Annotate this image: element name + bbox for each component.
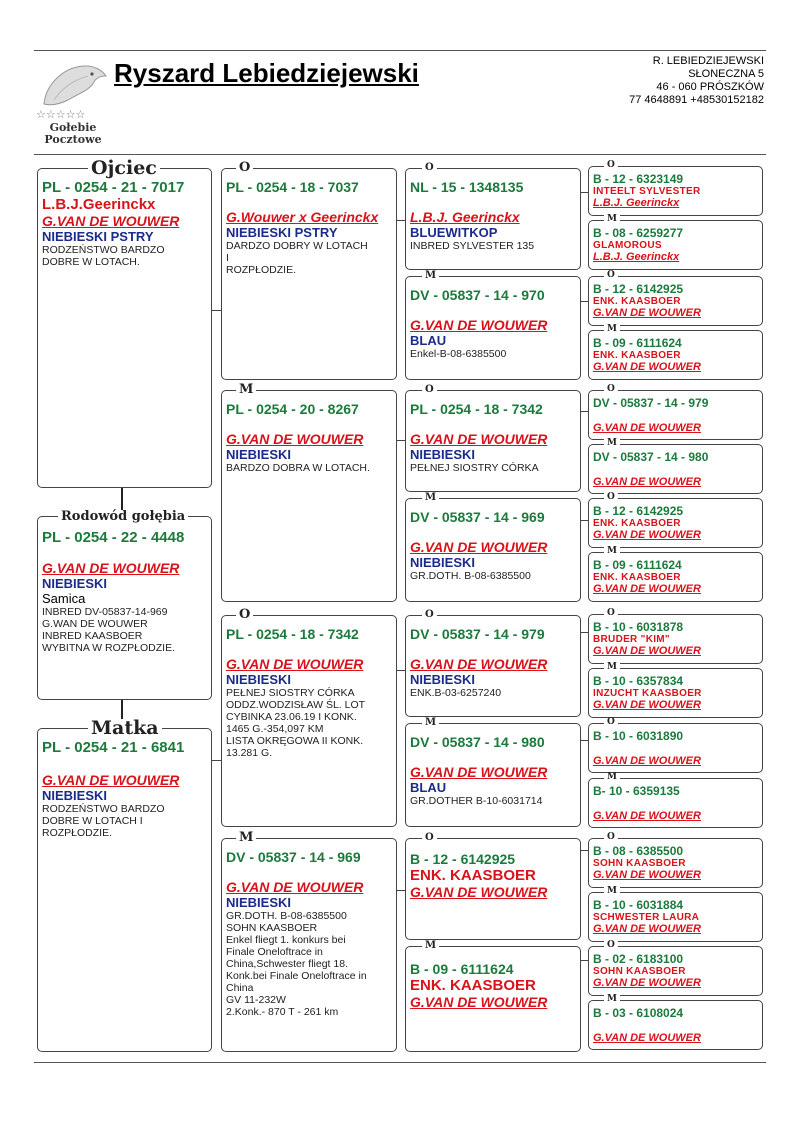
pigeon-color: NIEBIESKI: [410, 555, 476, 570]
sire-label: O: [422, 833, 437, 843]
breeder-name: G.VAN DE WOUWER: [593, 361, 701, 373]
sire-label: O: [604, 941, 618, 950]
pigeon-name: INZUCHT KAASBOER: [593, 688, 702, 699]
connector-line: [580, 632, 588, 633]
ring-number: B - 03 - 6108024: [593, 1006, 684, 1020]
breeder-name: G.VAN DE WOUWER: [42, 560, 180, 576]
ring-number: B - 09 - 6111624: [593, 336, 682, 350]
ancestor-card[interactable]: [588, 946, 763, 996]
dam-label: M: [422, 718, 439, 728]
address-line: 77 4648891 +48530152182: [629, 94, 764, 106]
pigeon-name: INTEELT SYLVESTER: [593, 186, 701, 197]
pigeon-note: Enkel-B-08-6385500: [410, 348, 507, 360]
connector-line: [211, 760, 221, 761]
pigeon-note: Enkel fliegt 1. konkurs bei: [226, 934, 346, 946]
sire-label: O: [604, 385, 618, 394]
sire-label: O: [604, 161, 618, 170]
pigeon-note: RODZEŃSTWO BARDZO: [42, 244, 165, 256]
pigeon-color: NIEBIESKI PSTRY: [42, 229, 154, 244]
connector-line: [580, 740, 588, 741]
ring-number: B - 08 - 6259277: [593, 226, 684, 240]
great-grandparent-card[interactable]: [405, 723, 581, 827]
pigeon-note: China: [226, 982, 254, 994]
pigeon-note: RODZEŃSTWO BARDZO: [42, 803, 165, 815]
dam-label: M: [422, 271, 439, 281]
breeder-name: G.VAN DE WOUWER: [226, 656, 364, 672]
mother-label: Matka: [88, 719, 162, 738]
ancestor-card[interactable]: [588, 668, 763, 718]
sire-label: O: [422, 385, 437, 395]
pigeon-note: CYBINKA 23.06.19 I KONK.: [226, 711, 357, 723]
breeder-name: G.VAN DE WOUWER: [593, 699, 701, 711]
pigeon-name: ENK. KAASBOER: [593, 296, 681, 307]
dam-label: M: [604, 547, 620, 556]
connector-line: [580, 960, 588, 961]
great-grandparent-card[interactable]: [405, 168, 581, 270]
pigeon-color: NIEBIESKI: [410, 447, 476, 462]
pigeon-note: Konk.bei Finale Oneloftrace in: [226, 970, 367, 982]
pigeon-color: NIEBIESKI: [42, 576, 108, 591]
breeder-name: G.VAN DE WOUWER: [42, 772, 180, 788]
breeder-name: G.VAN DE WOUWER: [593, 476, 701, 488]
ring-number: PL - 0254 - 18 - 7037: [226, 179, 359, 195]
ring-number: B - 12 - 6142925: [593, 504, 684, 518]
pigeon-note: BARDZO DOBRA W LOTACH.: [226, 462, 370, 474]
pigeon-note: INBRED SYLVESTER 135: [410, 240, 535, 252]
sire-label: O: [422, 610, 437, 620]
pigeon-color: NIEBIESKI: [226, 672, 292, 687]
breeder-name: G.VAN DE WOUWER: [593, 645, 701, 657]
pigeon-note: 2.Konk.- 870 T - 261 km: [226, 1006, 339, 1018]
logo-caption: [38, 122, 108, 146]
pigeon-name: ENK. KAASBOER: [593, 572, 681, 583]
pigeon-name: BRUDER "KIM": [593, 634, 670, 645]
connector-line: [580, 850, 588, 851]
sire-label: O: [604, 493, 618, 502]
ring-number: B - 08 - 6385500: [593, 844, 684, 858]
ancestor-card[interactable]: [588, 892, 763, 942]
owner-address: [629, 55, 764, 107]
pigeon-name: GLAMOROUS: [593, 240, 662, 251]
ring-number: DV - 05837 - 14 - 980: [410, 734, 545, 750]
breeder-name: G.VAN DE WOUWER: [593, 755, 701, 767]
breeder-name: G.VAN DE WOUWER: [226, 431, 364, 447]
pigeon-name: SOHN KAASBOER: [593, 858, 686, 869]
pigeon-note: Finale Oneloftrace in: [226, 946, 323, 958]
ring-number: PL - 0254 - 18 - 7342: [410, 401, 543, 417]
ring-number: DV - 05837 - 14 - 979: [410, 626, 545, 642]
pigeon-note: GR.DOTH. B-08-6385500: [226, 910, 347, 922]
ring-number: PL - 0254 - 22 - 4448: [42, 529, 185, 546]
pigeon-name: L.B.J.Geerinckx: [42, 196, 156, 213]
great-grandparent-card[interactable]: [405, 276, 581, 380]
breeder-name: G.VAN DE WOUWER: [593, 307, 701, 319]
sire-label: O: [604, 833, 618, 842]
breeder-name: G.VAN DE WOUWER: [593, 1032, 701, 1044]
ring-number: DV - 05837 - 14 - 969: [410, 509, 545, 525]
pigeon-name: ENK. KAASBOER: [593, 518, 681, 529]
pigeon-note: LISTA OKRĘGOWA II KONK.: [226, 735, 364, 747]
father-card[interactable]: [37, 168, 212, 488]
ring-number: PL - 0254 - 21 - 7017: [42, 179, 185, 196]
dam-label: M: [604, 995, 620, 1004]
ancestor-card[interactable]: [588, 1000, 763, 1050]
pigeon-note: PEŁNEJ SIOSTRY CÓRKA: [410, 462, 539, 474]
ring-number: DV - 05837 - 14 - 970: [410, 287, 545, 303]
connector-line: [580, 520, 588, 521]
pigeon-color: NIEBIESKI: [42, 788, 108, 803]
breeder-name: G.VAN DE WOUWER: [593, 422, 701, 434]
ring-number: PL - 0254 - 21 - 6841: [42, 739, 185, 756]
pigeon-sex: Samica: [42, 591, 86, 606]
pigeon-name: SCHWESTER LAURA: [593, 912, 700, 923]
pigeon-note: China,Schwester fliegt 18.: [226, 958, 348, 970]
breeder-name: G.VAN DE WOUWER: [226, 879, 364, 895]
ring-number: B - 12 - 6142925: [593, 282, 684, 296]
pigeon-color: NIEBIESKI: [226, 447, 292, 462]
sire-label: O: [604, 609, 618, 618]
subject-card[interactable]: [37, 516, 212, 700]
father-label: Ojciec: [88, 159, 160, 178]
breeder-name: G.VAN DE WOUWER: [593, 977, 701, 989]
subject-label: Rodowód gołębia: [58, 510, 188, 523]
dam-label: M: [236, 831, 256, 844]
breeder-name: G.VAN DE WOUWER: [593, 529, 701, 541]
pigeon-color: NIEBIESKI: [410, 672, 476, 687]
dam-label: M: [604, 887, 620, 896]
dam-label: M: [422, 493, 439, 503]
breeder-name: G.VAN DE WOUWER: [410, 656, 548, 672]
sire-label: O: [604, 718, 618, 727]
sire-label: O: [604, 271, 618, 280]
breeder-name: G.VAN DE WOUWER: [410, 764, 548, 780]
dam-label: M: [604, 325, 620, 334]
pigeon-name: ENK. KAASBOER: [410, 867, 536, 884]
pigeon-color: BLAU: [410, 780, 447, 795]
dam-label: M: [236, 383, 256, 396]
great-grandparent-card[interactable]: [405, 838, 581, 940]
grandparent-card[interactable]: [221, 838, 397, 1052]
pigeon-name: ENK. KAASBOER: [410, 977, 536, 994]
ancestor-card[interactable]: [588, 330, 763, 380]
ancestor-card[interactable]: [588, 166, 763, 216]
great-grandparent-card[interactable]: [405, 498, 581, 602]
pigeon-note: WYBITNA W ROZPŁODZIE.: [42, 642, 176, 654]
ring-number: NL - 15 - 1348135: [410, 179, 524, 195]
ancestor-card[interactable]: [588, 552, 763, 602]
ring-number: B - 09 - 6111624: [410, 961, 514, 977]
ring-number: B - 12 - 6323149: [593, 172, 684, 186]
ring-number: DV - 05837 - 14 - 980: [593, 450, 709, 464]
ring-number: DV - 05837 - 14 - 969: [226, 849, 361, 865]
pigeon-note: GR.DOTH. B-08-6385500: [410, 570, 531, 582]
pigeon-note: ENK.B-03-6257240: [410, 687, 502, 699]
ring-number: B - 10 - 6031890: [593, 729, 684, 743]
ancestor-card[interactable]: [588, 838, 763, 888]
breeder-name: G.VAN DE WOUWER: [593, 923, 701, 935]
sire-label: O: [236, 161, 253, 174]
ancestor-card[interactable]: [588, 723, 763, 773]
dam-label: M: [422, 941, 439, 951]
pigeon-note: GR.DOTHER B-10-6031714: [410, 795, 543, 807]
pigeon-note: DARDZO DOBRY W LOTACH: [226, 240, 368, 252]
top-rule: [34, 50, 766, 51]
pigeon-note: DOBRE W LOTACH I: [42, 815, 143, 827]
pigeon-note: GV 11-232W: [226, 994, 286, 1006]
breeder-name: G.VAN DE WOUWER: [410, 431, 548, 447]
ring-number: B - 02 - 6183100: [593, 952, 684, 966]
footer-rule: [34, 1062, 766, 1063]
pigeon-color: BLAU: [410, 333, 447, 348]
ancestor-card[interactable]: [588, 276, 763, 326]
ring-number: PL - 0254 - 20 - 8267: [226, 401, 359, 417]
ring-number: B - 12 - 6142925: [410, 851, 516, 867]
pigeon-color: NIEBIESKI PSTRY: [226, 225, 338, 240]
address-line: 46 - 060 PRÓSZKÓW: [656, 81, 764, 93]
ring-number: PL - 0254 - 18 - 7342: [226, 626, 359, 642]
breeder-name: G.VAN DE WOUWER: [410, 884, 548, 900]
breeder-name: G.Wouwer x Geerinckx: [226, 209, 379, 225]
dam-label: M: [604, 215, 620, 224]
pigeon-note: G.WAN DE WOUWER: [42, 618, 148, 630]
ancestor-card[interactable]: [588, 498, 763, 548]
pigeon-note: SOHN KAASBOER: [226, 922, 318, 934]
pigeon-note: ROZPŁODZIE.: [226, 264, 297, 276]
pigeon-note: INBRED DV-05837-14-969: [42, 606, 168, 618]
pigeon-note: DOBRE W LOTACH.: [42, 256, 140, 268]
grandparent-card[interactable]: [221, 390, 397, 602]
grandparent-card[interactable]: [221, 615, 397, 827]
ring-number: B - 10 - 6357834: [593, 674, 684, 688]
connector-line: [580, 411, 588, 412]
breeder-name: G.VAN DE WOUWER: [410, 539, 548, 555]
breeder-name: G.VAN DE WOUWER: [410, 317, 548, 333]
connector-line: [580, 192, 588, 193]
pigeon-note: PEŁNEJ SIOSTRY CÓRKA: [226, 687, 355, 699]
pigeon-note: ODDZ.WODZISŁAW ŚL. LOT: [226, 699, 366, 711]
mother-card[interactable]: [37, 728, 212, 1052]
ancestor-card[interactable]: [588, 778, 763, 828]
sire-label: O: [422, 163, 437, 173]
ancestor-card[interactable]: [588, 614, 763, 664]
header-rule: [34, 154, 766, 155]
grandparent-card[interactable]: [221, 168, 397, 380]
breeder-name: L.B.J. Geerinckx: [593, 251, 680, 263]
page-title: Ryszard Lebiedziejewski: [114, 58, 419, 88]
svg-text:☆☆☆☆☆: ☆☆☆☆☆: [36, 108, 86, 121]
sire-label: O: [236, 608, 253, 621]
breeder-name: G.VAN DE WOUWER: [593, 810, 701, 822]
pigeon-note: 1465 G.-354,097 KM: [226, 723, 324, 735]
ancestor-card[interactable]: [588, 220, 763, 270]
pigeon-color: BLUEWITKOP: [410, 225, 498, 240]
ring-number: B - 10 - 6031878: [593, 620, 684, 634]
address-line: R. LEBIEDZIEJEWSKI: [652, 55, 764, 67]
pigeon-note: INBRED KAASBOER: [42, 630, 143, 642]
address-line: SŁONECZNA 5: [688, 68, 764, 80]
breeder-name: L.B.J. Geerinckx: [593, 197, 680, 209]
ancestor-card[interactable]: [588, 390, 763, 440]
great-grandparent-card[interactable]: [405, 390, 581, 492]
dam-label: M: [604, 773, 620, 782]
ring-number: B- 10 - 6359135: [593, 784, 680, 798]
pigeon-note: ROZPŁODZIE.: [42, 827, 113, 839]
great-grandparent-card[interactable]: [405, 615, 581, 717]
breeder-name: G.VAN DE WOUWER: [410, 994, 548, 1010]
great-grandparent-card[interactable]: [405, 946, 581, 1052]
breeder-name: G.VAN DE WOUWER: [42, 213, 180, 229]
logo-line-2: Pocztowe: [44, 133, 102, 146]
ancestor-card[interactable]: [588, 444, 763, 494]
dam-label: M: [604, 439, 620, 448]
pigeon-note: I: [226, 252, 229, 264]
ring-number: B - 10 - 6031884: [593, 898, 684, 912]
ring-number: DV - 05837 - 14 - 979: [593, 396, 709, 410]
pigeon-name: ENK. KAASBOER: [593, 350, 681, 361]
breeder-name: G.VAN DE WOUWER: [593, 583, 701, 595]
connector-line: [211, 310, 221, 311]
logo-line-1: Gołebie: [49, 121, 97, 134]
breeder-name: G.VAN DE WOUWER: [593, 869, 701, 881]
dam-label: M: [604, 663, 620, 672]
pigeon-note: 13.281 G.: [226, 747, 273, 759]
connector-line: [580, 301, 588, 302]
pigeon-name: SOHN KAASBOER: [593, 966, 686, 977]
pigeon-color: NIEBIESKI: [226, 895, 292, 910]
breeder-name: L.B.J. Geerinckx: [410, 209, 520, 225]
ring-number: B - 09 - 6111624: [593, 558, 682, 572]
